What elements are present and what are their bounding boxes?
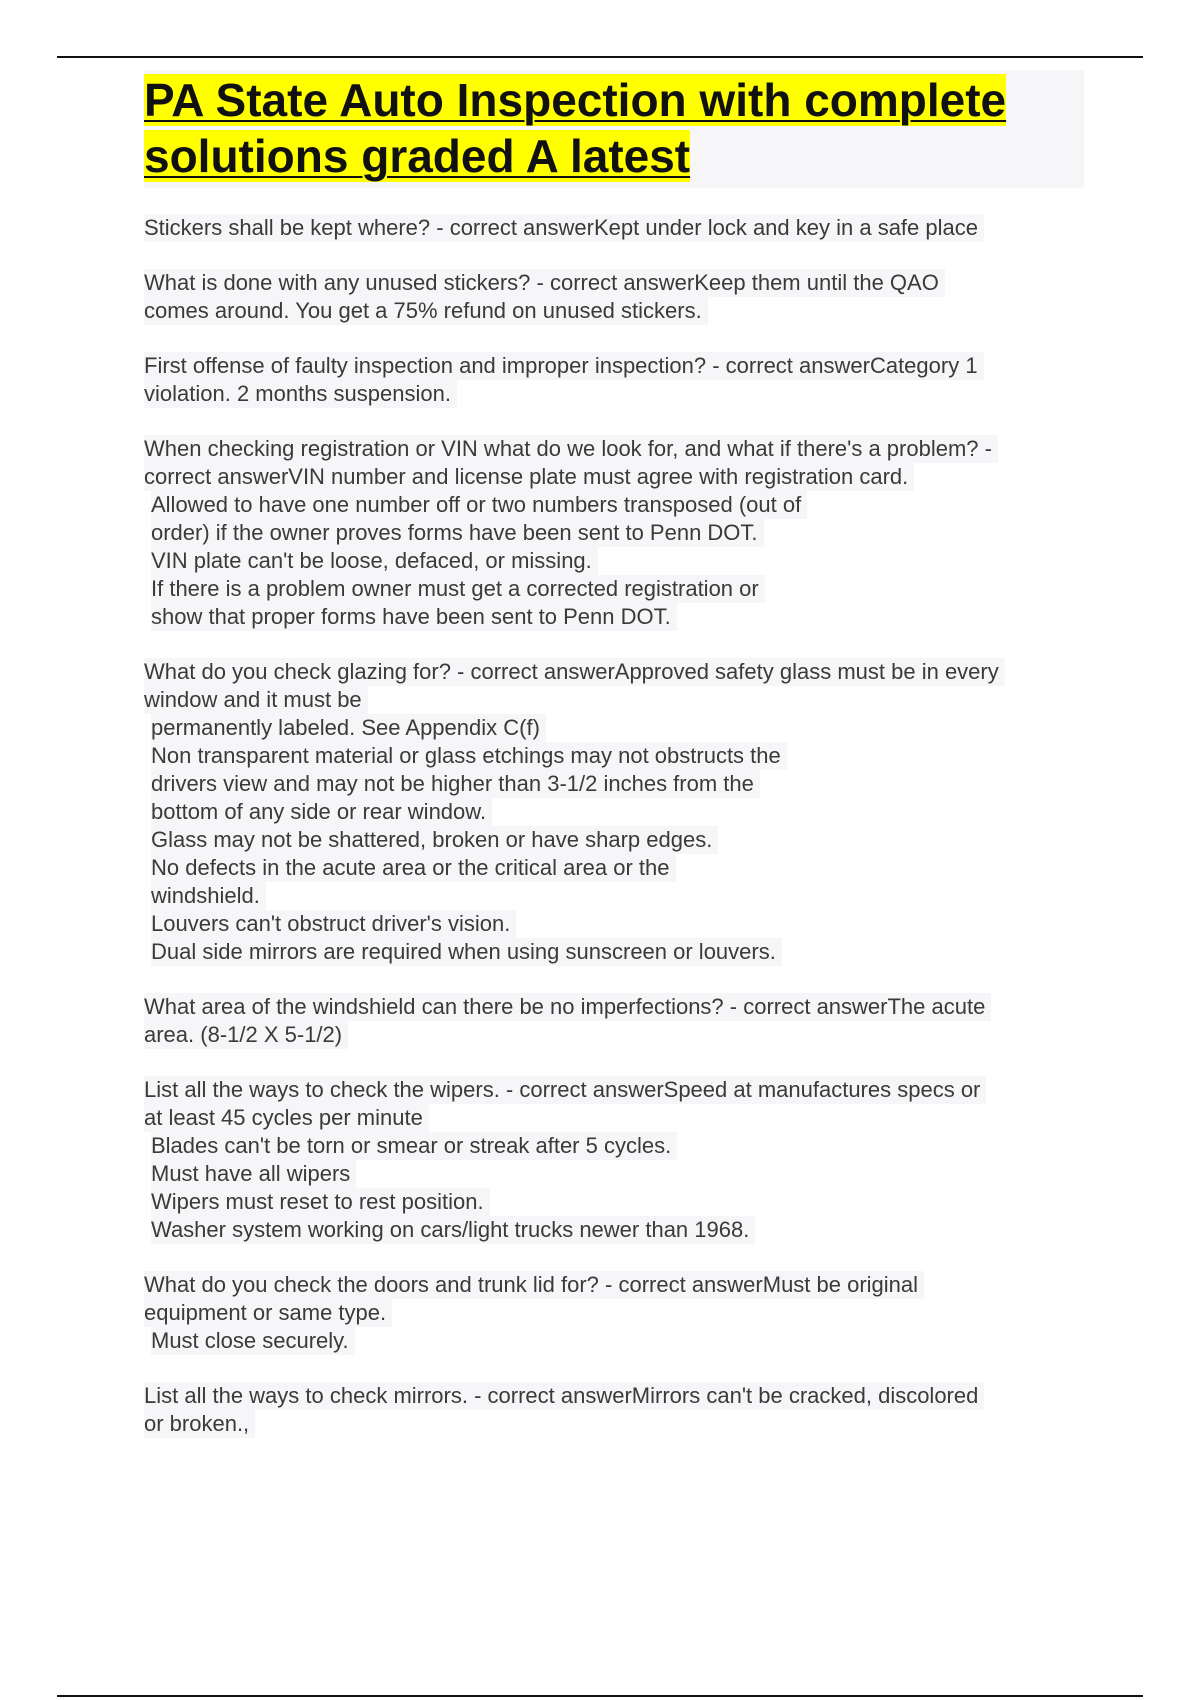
qa-detail-row (144, 714, 1084, 742)
qa-text-line: List all the ways to check mirrors. - correct answerMirrors can't be cracked, discolored (144, 1382, 984, 1410)
qa-text-line: What do you check the doors and trunk lid for? - correct answerMust be original (144, 1271, 924, 1299)
qa-text-line: at least 45 cycles per minute (144, 1104, 429, 1132)
qa-detail-row (144, 1160, 1084, 1188)
qa-detail-row (144, 519, 1084, 547)
qa-text-line: area. (8-1/2 X 5-1/2) (144, 1021, 348, 1049)
qa-text-line: List all the ways to check the wipers. - correct answerSpeed at manufactures specs or (144, 1076, 986, 1104)
qa-detail-row (144, 742, 1084, 770)
qa-line-row (144, 352, 1084, 380)
qa-text-line: or broken., (144, 1410, 255, 1438)
qa-detail-line: If there is a problem owner must get a corrected registration or (151, 575, 765, 603)
qa-line-row (144, 214, 1084, 242)
qa-line-row (144, 1410, 1084, 1438)
qa-detail-row (144, 1188, 1084, 1216)
qa-line-row (144, 1382, 1084, 1410)
qa-line-row (144, 993, 1084, 1021)
qa-detail-row (144, 854, 1084, 882)
qa-detail-row (144, 1327, 1084, 1355)
qa-detail-row (144, 910, 1084, 938)
qa-detail-line: Non transparent material or glass etchings may not obstructs the (151, 742, 787, 770)
qa-detail-line: Glass may not be shattered, broken or have sharp edges. (151, 826, 718, 854)
qa-line-row (144, 297, 1084, 325)
qa-line-row (144, 1104, 1084, 1132)
qa-line-row (144, 1271, 1084, 1299)
qa-detail-row (144, 826, 1084, 854)
qa-text-line: comes around. You get a 75% refund on unused stickers. (144, 297, 708, 325)
qa-text-line: correct answerVIN number and license plate must agree with registration card. (144, 463, 914, 491)
qa-detail-row (144, 547, 1084, 575)
qa-detail-line: Dual side mirrors are required when using sunscreen or louvers. (151, 938, 782, 966)
qa-entry (144, 269, 1084, 325)
bottom-rule (57, 1695, 1143, 1697)
qa-text-line: violation. 2 months suspension. (144, 380, 457, 408)
qa-detail-row (144, 603, 1084, 631)
title-line-2: solutions graded A latest (144, 130, 691, 182)
qa-detail-line: Washer system working on cars/light trucks newer than 1968. (151, 1216, 755, 1244)
qa-line-row (144, 1076, 1084, 1104)
qa-text-line: When checking registration or VIN what do we look for, and what if there's a problem? - (144, 435, 998, 463)
qa-detail-line: show that proper forms have been sent to Penn DOT. (151, 603, 677, 631)
qa-line-row (144, 269, 1084, 297)
qa-line-row (144, 1299, 1084, 1327)
qa-detail-line: Allowed to have one number off or two numbers transposed (out of (151, 491, 807, 519)
qa-entry (144, 435, 1084, 631)
qa-list (144, 214, 1084, 1438)
qa-line-row (144, 1021, 1084, 1049)
qa-detail-line: Blades can't be torn or smear or streak after 5 cycles. (151, 1132, 677, 1160)
qa-detail-row (144, 1216, 1084, 1244)
qa-text-line: Stickers shall be kept where? - correct answerKept under lock and key in a safe place (144, 214, 984, 242)
qa-detail-line: Wipers must reset to rest position. (151, 1188, 490, 1216)
title-block (144, 70, 1084, 188)
top-rule (57, 56, 1143, 58)
qa-detail-row (144, 575, 1084, 603)
qa-detail-line: permanently labeled. See Appendix C(f) (151, 714, 546, 742)
qa-text-line: What is done with any unused stickers? - correct answerKeep them until the QAO (144, 269, 945, 297)
qa-detail-row (144, 798, 1084, 826)
qa-entry (144, 1382, 1084, 1438)
qa-detail-line: windshield. (151, 882, 266, 910)
qa-text-line: What do you check glazing for? - correct answerApproved safety glass must be in every (144, 658, 1005, 686)
qa-entry (144, 352, 1084, 408)
qa-detail-row (144, 882, 1084, 910)
qa-detail-line: order) if the owner proves forms have been sent to Penn DOT. (151, 519, 764, 547)
qa-entry (144, 214, 1084, 242)
qa-detail-row (144, 1132, 1084, 1160)
qa-text-line: equipment or same type. (144, 1299, 392, 1327)
qa-line-row (144, 380, 1084, 408)
qa-detail-line: Must have all wipers (151, 1160, 356, 1188)
qa-text-line: First offense of faulty inspection and improper inspection? - correct answerCategory 1 (144, 352, 984, 380)
document-title (144, 72, 1084, 184)
document-page (144, 70, 1084, 1465)
qa-detail-row (144, 491, 1084, 519)
qa-detail-line: VIN plate can't be loose, defaced, or missing. (151, 547, 598, 575)
qa-entry (144, 658, 1084, 966)
qa-entry (144, 1076, 1084, 1244)
qa-detail-line: Must close securely. (151, 1327, 355, 1355)
qa-detail-row (144, 938, 1084, 966)
qa-entry (144, 1271, 1084, 1355)
qa-detail-line: bottom of any side or rear window. (151, 798, 492, 826)
qa-detail-line: Louvers can't obstruct driver's vision. (151, 910, 516, 938)
qa-text-line: window and it must be (144, 686, 368, 714)
qa-detail-row (144, 770, 1084, 798)
qa-detail-line: No defects in the acute area or the critical area or the (151, 854, 676, 882)
qa-text-line: What area of the windshield can there be no imperfections? - correct answerThe acute (144, 993, 991, 1021)
qa-line-row (144, 435, 1084, 463)
qa-line-row (144, 686, 1084, 714)
qa-entry (144, 993, 1084, 1049)
qa-line-row (144, 658, 1084, 686)
title-line-1: PA State Auto Inspection with complete (144, 74, 1007, 126)
qa-detail-line: drivers view and may not be higher than 3-1/2 inches from the (151, 770, 760, 798)
qa-line-row (144, 463, 1084, 491)
